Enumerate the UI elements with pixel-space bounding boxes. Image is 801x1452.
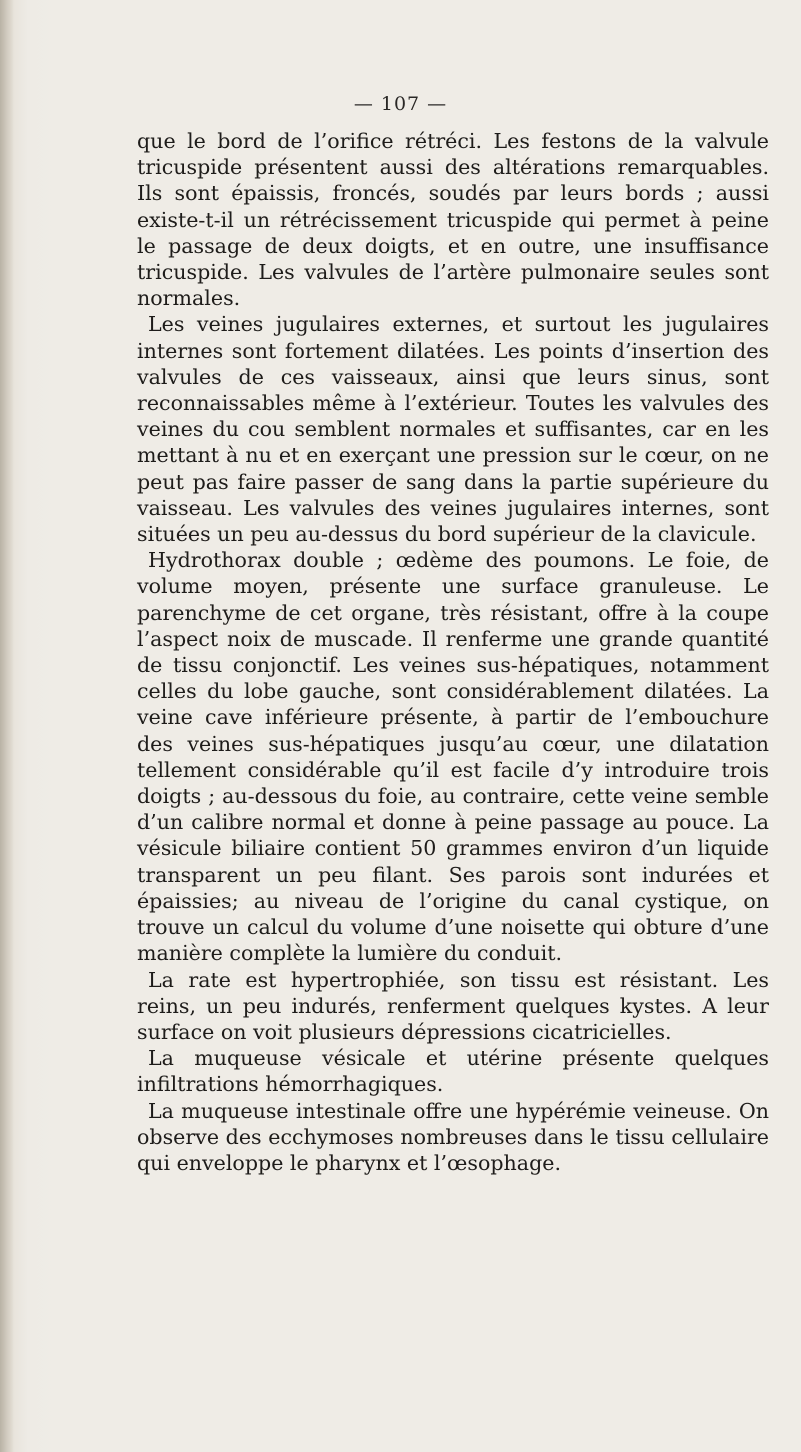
body-text (137, 128, 769, 1176)
paragraph-hydrothorax-foie: Hydrothorax double ; œdème des poumons. Le foie, de volume moyen, présente une surface granuleuse. Le parenchyme de cet organe, très résistant, offre à la coupe l’aspect noix de muscade. Il renferme une grande quantité de tissu conjonctif. Les veines sus-hépatiques, notamment celles du lobe gauche, sont considérablement dilatées. La veine cave inférieure présente, à partir de l’embouchure des veines sus-hépatiques jusqu’au cœur, une dilatation tellement considérable qu’il est facile d’y introduire trois doigts ; au-dessous du foie, au contraire, cette veine semble d’un calibre normal et donne à peine passage au pouce. La vésicule biliaire contient 50 grammes environ d’un liquide transparent un peu filant. Ses parois sont indurées et épaissies; au niveau de l’origine du canal cystique, on trouve un calcul du volume d’une noisette qui obture d’une manière complète la lumière du conduit. (137, 548, 769, 966)
paragraph-muqueuse-intestinale: La muqueuse intestinale offre une hypérémie veineuse. On observe des ecchymoses nombreuses dans le tissu cellulaire qui enveloppe le pharynx et l’œsophage. (137, 1098, 769, 1175)
binding-shadow (0, 0, 14, 1452)
page-number: — 107 — (353, 93, 448, 115)
paragraph-veines-jugulaires: Les veines jugulaires externes, et surtout les jugulaires internes sont fortement dilatées. Les points d’insertion des valvules de ces vaisseaux, ainsi que leurs sinus, sont reconnaissables même à l’extérieur. Toutes les valvules des veines du cou semblent normales et suffisantes, car en les mettant à nu et en exerçant une pression sur le cœur, on ne peut pas faire passer de sang dans la partie supérieure du vaisseau. Les valvules des veines jugulaires internes, sont situées un peu au-dessus du bord supérieur de la clavicule. (137, 312, 769, 547)
paragraph-muqueuse-vesicale: La muqueuse vésicale et utérine présente quelques infiltrations hémorrhagiques. (137, 1046, 769, 1097)
paragraph-rate-reins: La rate est hypertrophiée, son tissu est résistant. Les reins, un peu indurés, renferment quelques kystes. A leur surface on voit plusieurs dépressions cicatricielles. (137, 967, 769, 1044)
paragraph-valvule-tricuspide: que le bord de l’orifice rétréci. Les festons de la valvule tricuspide présentent aussi des altérations remarquables. Ils sont épaissis, froncés, soudés par leurs bords ; aussi existe-t-il un rétrécissement tricuspide qui permet à peine le passage de deux doigts, et en outre, une insuffisance tricuspide. Les valvules de l’artère pulmonaire seules sont normales. (137, 129, 769, 311)
